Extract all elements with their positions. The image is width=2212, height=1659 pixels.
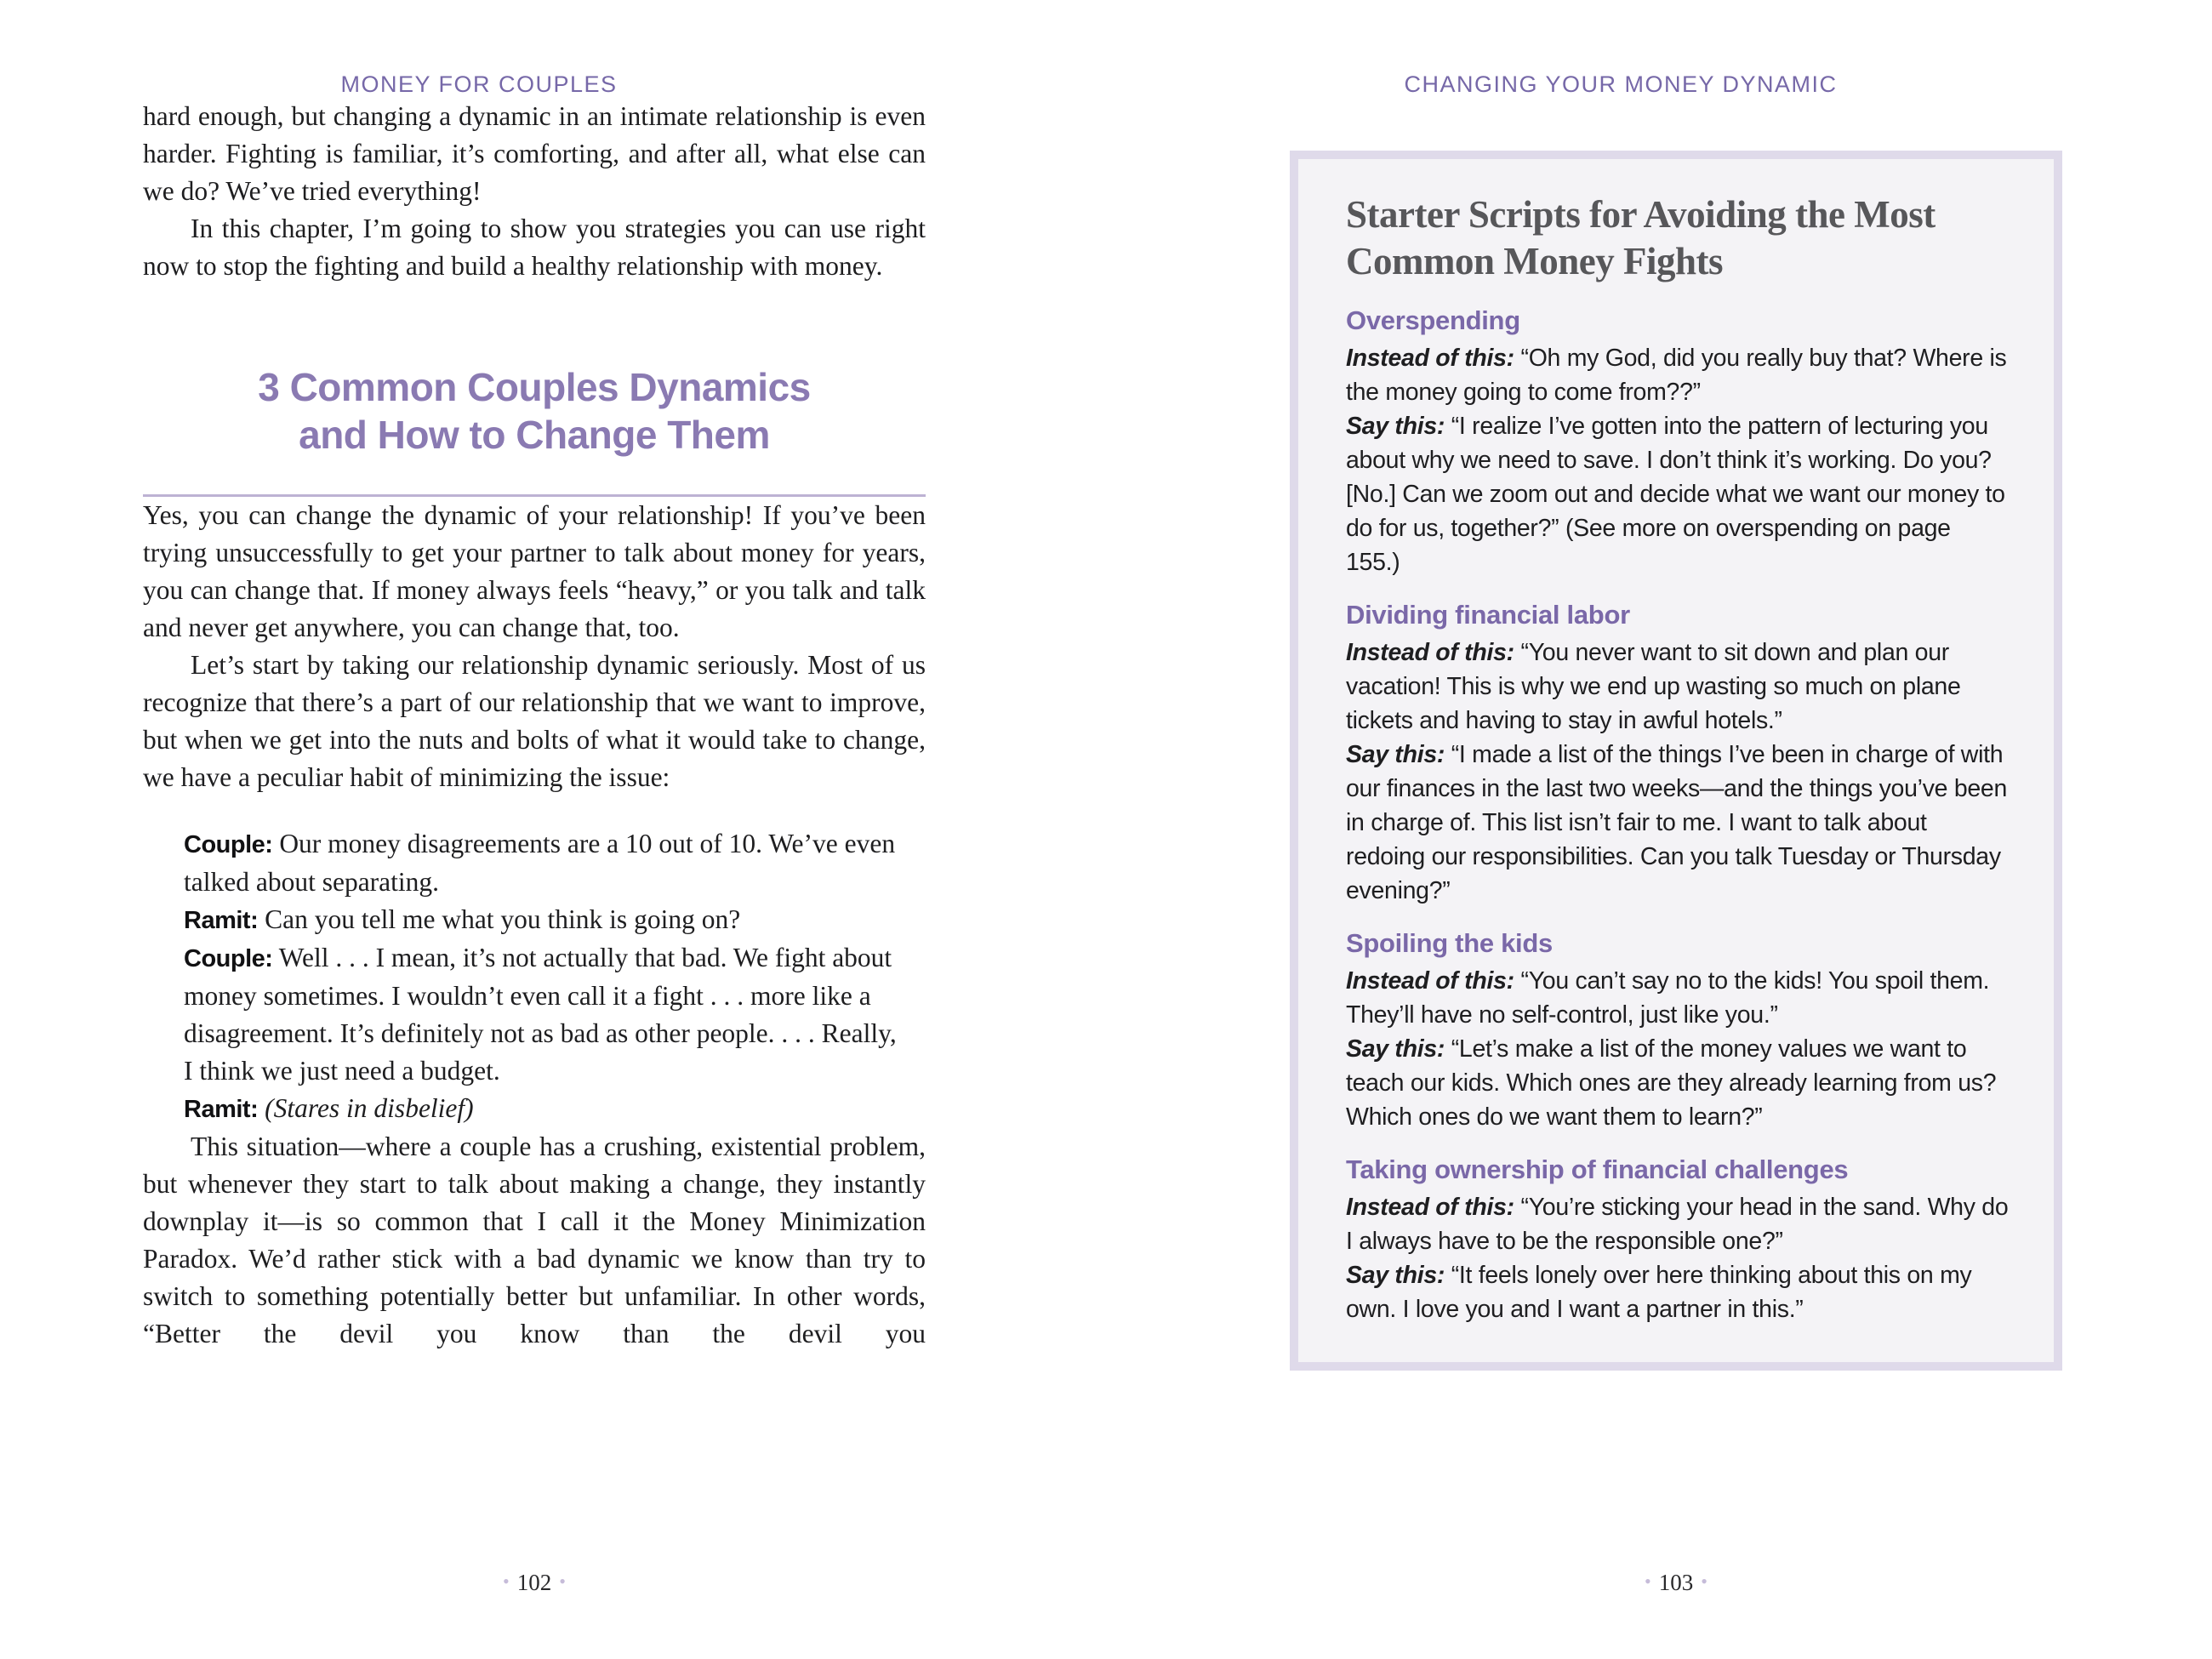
- section-instead: [1346, 964, 2010, 1032]
- paragraph-continuation: hard enough, but changing a dynamic in an intimate relationship is even harder. Fighting is familiar, it’s comforting, and after all, what else can we do? We’ve tried everything!: [143, 101, 926, 206]
- starter-scripts-box: [1290, 151, 2062, 1371]
- say-text: “Let’s make a list of the money values we want to teach our kids. Which ones are they already learning from us? Which ones do we want them to learn?”: [1346, 1035, 1997, 1131]
- section-say: [1346, 1032, 2010, 1134]
- say-label: Say this:: [1346, 741, 1445, 768]
- say-text: “I made a list of the things I’ve been in charge of with our finances in the last two weeks—and the things you’ve been in charge of. This list isn’t fair to me. I want to talk about redoing our responsibilities. Can you talk Tuesday or Thursday evening?”: [1346, 741, 2008, 904]
- chapter-heading-line1: 3 Common Couples Dynamics: [258, 365, 811, 409]
- instead-text: “You can’t say no to the kids! You spoil them. They’ll have no self-control, just like you.”: [1346, 967, 1990, 1029]
- paragraph-yes-change: Yes, you can change the dynamic of your relationship! If you’ve been trying unsuccessfully to get your partner to talk about money for years, you can change that. If money always feels “heavy,” or you talk and talk and never get anywhere, you can change that, too.: [143, 500, 926, 642]
- left-page-body: [143, 98, 926, 1353]
- instead-label: Instead of this:: [1346, 345, 1514, 372]
- instead-label: Instead of this:: [1346, 967, 1514, 995]
- say-text: “I realize I’ve gotten into the pattern of lecturing you about why we need to save. I don’t think it’s working. Do you? [No.] Can we zoom out and decide what we want our money to do for us, together?” (See more on overspending on page 155.): [1346, 413, 2005, 576]
- paragraph-lets-start: Let’s start by taking our relationship dynamic seriously. Most of us recognize that there’s a part of our relationship that we want to improve, but when we get into the nuts and bolts of what it would take to change, we have a peculiar habit of minimizing the issue:: [143, 650, 926, 792]
- box-title: Starter Scripts for Avoiding the Most Common Money Fights: [1346, 193, 1936, 282]
- running-head-right: CHANGING YOUR MONEY DYNAMIC: [1404, 71, 1838, 97]
- dialogue-speaker: Ramit:: [184, 907, 259, 934]
- page-number-dot: •: [559, 1571, 566, 1592]
- section-heading-spoiling-kids: Spoiling the kids: [1346, 928, 1553, 958]
- paragraph-money-minimization: This situation—where a couple has a crushing, existential problem, but whenever they start to talk about making a change, they instantly downplay it—is so common that I call it the Money Minimization Paradox. We’d rather stick with a bad dynamic we know than try to switch to something potentially better but unfamiliar. In other words, “Better the devil you know than the devil you: [143, 1132, 926, 1348]
- say-text: “It feels lonely over here thinking about this on my own. I love you and I want a partner in this.”: [1346, 1262, 1972, 1323]
- running-head-left: MONEY FOR COUPLES: [340, 71, 618, 97]
- instead-label: Instead of this:: [1346, 1194, 1514, 1221]
- dialogue-speaker: Couple:: [184, 831, 273, 858]
- dialogue-line: [184, 1090, 903, 1128]
- say-label: Say this:: [1346, 1262, 1445, 1289]
- page-number-value: 103: [1658, 1570, 1694, 1595]
- section-heading-taking-ownership: Taking ownership of financial challenges: [1346, 1154, 1849, 1184]
- instead-label: Instead of this:: [1346, 639, 1514, 666]
- say-label: Say this:: [1346, 413, 1445, 440]
- dialogue-line: [184, 901, 903, 939]
- page-number-right: [1285, 1570, 2067, 1596]
- say-label: Say this:: [1346, 1035, 1445, 1063]
- dialogue-text: Can you tell me what you think is going on?: [265, 904, 741, 934]
- page-number-dot: •: [503, 1571, 510, 1592]
- section-heading-overspending: Overspending: [1346, 305, 1520, 335]
- dialogue-line: [184, 825, 903, 901]
- page-number-dot: •: [1701, 1571, 1707, 1592]
- dialogue-text: Well . . . I mean, it’s not actually that bad. We fight about money sometimes. I wouldn’t even call it a fight . . . more like a disagreement. It’s definitely not as bad as other people. . . . Really, I think we just need a budget.: [184, 943, 897, 1086]
- dialogue-speaker: Couple:: [184, 945, 273, 972]
- chapter-heading: [143, 363, 926, 459]
- instead-text: “Oh my God, did you really buy that? Where is the money going to come from??”: [1346, 345, 2007, 406]
- section-instead: [1346, 1190, 2010, 1258]
- page-left: [143, 0, 926, 1659]
- section-say: [1346, 409, 2010, 579]
- section-instead: [1346, 636, 2010, 738]
- page-number-left: [143, 1570, 926, 1596]
- page-number-dot: •: [1645, 1571, 1651, 1592]
- page-right: [1285, 0, 2067, 1659]
- section-heading-dividing-labor: Dividing financial labor: [1346, 600, 1630, 630]
- section-instead: [1346, 341, 2010, 409]
- dialogue-speaker: Ramit:: [184, 1096, 259, 1123]
- dialogue-stage-direction: (Stares in disbelief): [265, 1093, 474, 1123]
- chapter-heading-line2: and How to Change Them: [299, 413, 770, 457]
- instead-text: “You’re sticking your head in the sand. Why do I always have to be the responsible one?”: [1346, 1194, 2009, 1255]
- section-say: [1346, 1258, 2010, 1326]
- section-say: [1346, 738, 2010, 908]
- dialogue-line: [184, 939, 903, 1090]
- paragraph-chapter-intro: In this chapter, I’m going to show you strategies you can use right now to stop the fighting and build a healthy relationship with money.: [143, 214, 926, 281]
- page-number-value: 102: [516, 1570, 552, 1595]
- dialogue-text: Our money disagreements are a 10 out of 10. We’ve even talked about separating.: [184, 829, 896, 897]
- instead-text: “You never want to sit down and plan our vacation! This is why we end up wasting so much on plane tickets and having to stay in awful hotels.”: [1346, 639, 1961, 734]
- dialogue-block: [184, 825, 903, 1128]
